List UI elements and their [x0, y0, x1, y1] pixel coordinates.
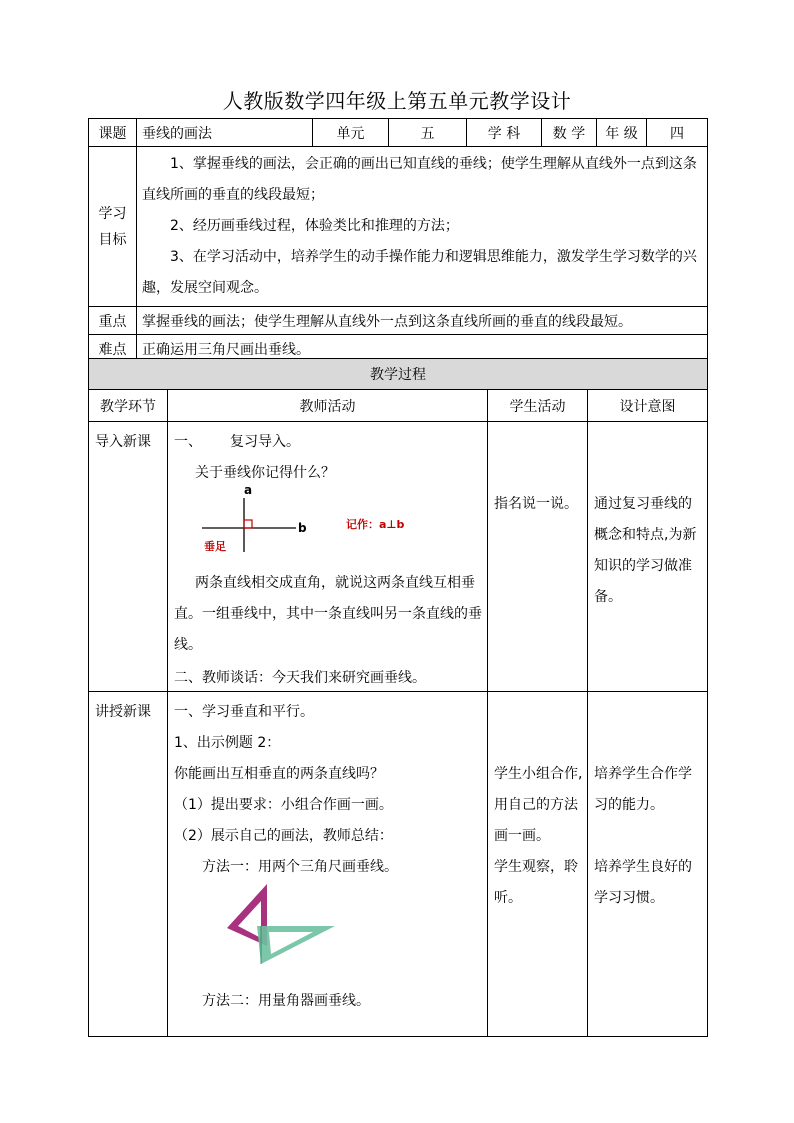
new-line-7: 方法二：用量角器画垂线。: [202, 993, 370, 1009]
new-student-line: 画一画。: [494, 828, 550, 844]
difficulty-label: 难点: [89, 335, 137, 363]
column-header-intent: 设计意图: [588, 390, 708, 422]
new-intent-line: 培养学生良好的: [594, 859, 692, 875]
intro-line-5: 线。: [174, 637, 202, 653]
intro-student: 指名说一说。: [494, 496, 578, 512]
notation-label: 记作：a⊥b: [346, 518, 405, 531]
new-student-line: 听。: [494, 890, 522, 906]
unit-label: 单元: [313, 119, 389, 147]
new-intent-line: 习的能力。: [594, 797, 664, 813]
new-student-line: 学生小组合作,: [494, 766, 583, 782]
objective-item: 1、掌握垂线的画法，会正确的画出已知直线的垂线；使学生理解从直线外一点到这条直线所画的垂直的线段最短；: [142, 156, 697, 203]
intro-stage: 导入新课: [95, 434, 151, 450]
label-b: b: [298, 521, 307, 535]
label-a: a: [244, 486, 253, 497]
intro-teacher-cell: [168, 422, 488, 692]
new-stage-cell: [89, 692, 168, 1037]
intro-student-cell: [488, 422, 588, 692]
key-point-text: 掌握垂线的画法；使学生理解从直线外一点到这条直线所画的垂直的线段最短。: [137, 307, 708, 335]
new-intent-cell: [588, 692, 708, 1037]
green-triangle: [257, 926, 335, 964]
new-line-3: 你能画出互相垂直的两条直线吗？: [174, 766, 384, 782]
document-title: 人教版数学四年级上第五单元教学设计: [222, 89, 572, 113]
grade-label: 年 级: [597, 119, 647, 147]
subject-label: 学 科: [467, 119, 542, 147]
green-triangle-hole: [269, 932, 313, 954]
new-line-2: 1、出示例题 2：: [174, 735, 281, 751]
objective-item: 2、经历画垂线过程，体验类比和推理的方法；: [170, 218, 459, 234]
column-header-teacher: 教师活动: [168, 390, 488, 422]
objectives-label-line1: 学习: [98, 205, 127, 222]
objectives-label-line2: 目标: [98, 231, 127, 248]
new-stage: 讲授新课: [95, 704, 151, 720]
process-table: [88, 358, 708, 1037]
intro-intent-line: 概念和特点,为新: [594, 527, 697, 543]
topic-value: 垂线的画法: [137, 119, 313, 147]
difficulty-text: 正确运用三角尺画出垂线。: [137, 335, 708, 363]
intro-line-3: 两条直线相交成直角，就说这两条直线互相垂: [195, 575, 475, 591]
grade-value: 四: [647, 119, 708, 147]
intro-intent-cell: [588, 422, 708, 692]
intro-line-num: 一、: [174, 434, 202, 450]
unit-value: 五: [389, 119, 467, 147]
intro-line-6: 二、教师谈话：今天我们来研究画垂线。: [174, 670, 426, 686]
column-header-student: 学生活动: [488, 390, 588, 422]
perpendicular-figure: [194, 486, 444, 566]
objective-item: 3、在学习活动中，培养学生的动手操作能力和逻辑思维能力，激发学生学习数学的兴趣，发展空间观念。: [142, 249, 697, 296]
topic-label: 课题: [89, 119, 137, 147]
column-header-stage: 教学环节: [89, 390, 168, 422]
new-intent-line: 培养学生合作学: [594, 766, 692, 782]
objectives-label: [89, 147, 137, 307]
intro-intent-line: 备。: [594, 589, 622, 605]
intro-intent-line: 知识的学习做准: [594, 558, 692, 574]
new-intent-line: 学习习惯。: [594, 890, 664, 906]
new-student-line: 学生观察，聆: [494, 859, 578, 875]
new-line-5: （2）展示自己的画法，教师总结：: [174, 828, 393, 844]
new-student-cell: [488, 692, 588, 1037]
new-teacher-cell: [168, 692, 488, 1037]
info-table: [88, 118, 708, 363]
foot-label: 垂足: [204, 540, 226, 553]
triangle-rulers-image: [223, 878, 343, 968]
new-line-4: （1）提出要求：小组合作画一画。: [174, 797, 393, 813]
intro-intent-line: 通过复习垂线的: [594, 496, 692, 512]
intro-line-2: 关于垂线你记得什么？: [195, 465, 335, 481]
new-line-6: 方法一：用两个三角尺画垂线。: [202, 859, 398, 875]
subject-value: 数 学: [542, 119, 597, 147]
process-heading: 教学过程: [89, 359, 708, 390]
intro-line-1: 复习导入。: [230, 434, 300, 450]
key-point-label: 重点: [89, 307, 137, 335]
new-student-line: 用自己的方法: [494, 797, 578, 813]
intro-stage-cell: [89, 422, 168, 692]
new-line-1: 一、学习垂直和平行。: [174, 704, 314, 720]
right-angle-mark: [244, 520, 252, 528]
intro-line-4: 直。一组垂线中，其中一条直线叫另一条直线的垂: [174, 606, 482, 622]
objectives-content: [137, 147, 708, 307]
